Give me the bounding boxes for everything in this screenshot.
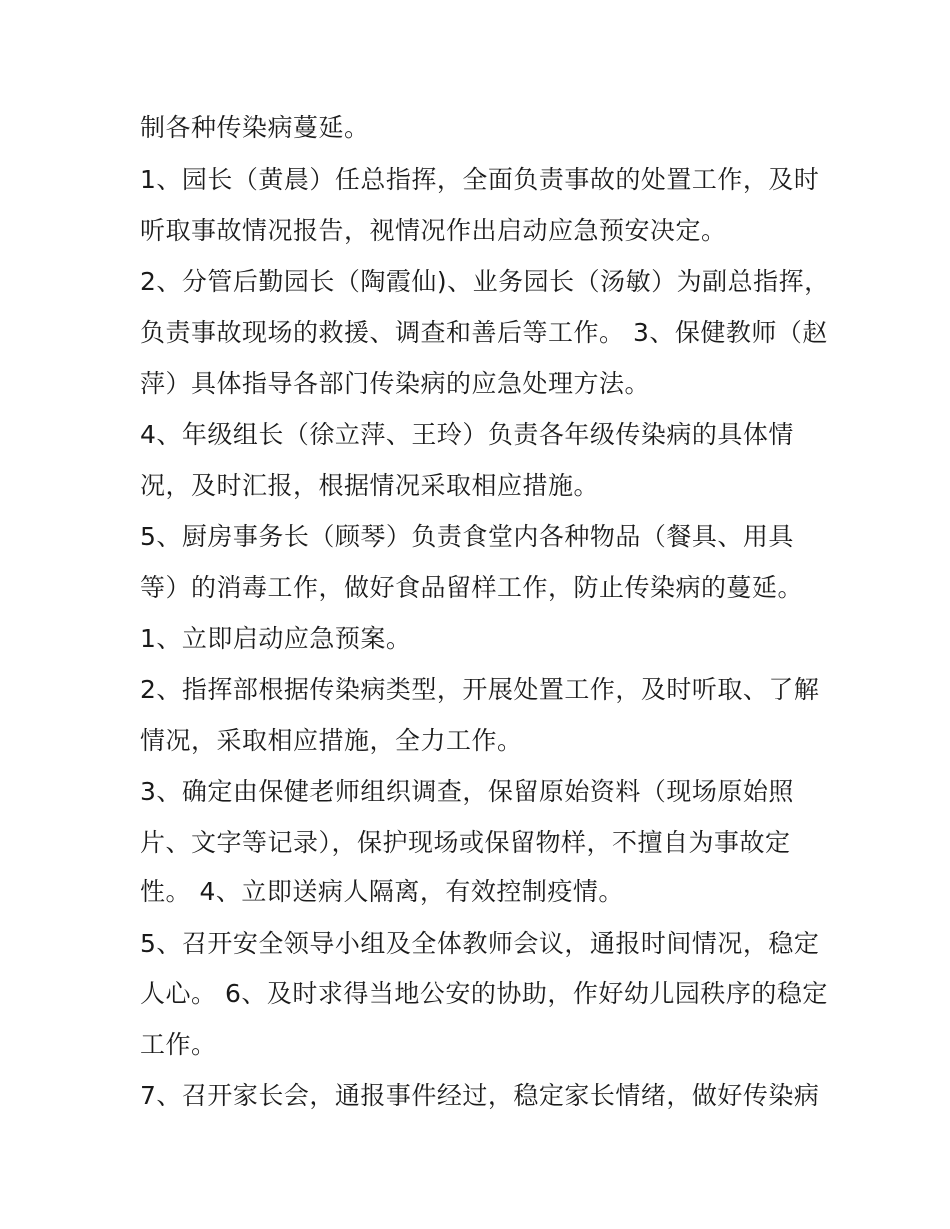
text-line: 2、指挥部根据传染病类型，开展处置工作，及时听取、了解 xyxy=(140,675,820,704)
text-line: 7、召开家长会，通报事件经过，稳定家长情绪，做好传染病 xyxy=(140,1081,820,1110)
text-line: 1、园长（黄晨）任总指挥，全面负责事故的处置工作，及时 xyxy=(140,165,820,194)
text-line: 1、立即启动应急预案。 xyxy=(140,624,412,653)
text-line: 况，及时汇报，根据情况采取相应措施。 xyxy=(140,471,600,500)
text-line: 5、厨房事务长（顾琴）负责食堂内各种物品（餐具、用具 xyxy=(140,522,794,551)
text-line: 萍）具体指导各部门传染病的应急处理方法。 xyxy=(140,369,651,398)
text-line: 2、分管后勤园长（陶霞仙)、业务园长（汤敏）为副总指挥， xyxy=(140,267,830,296)
text-line: 片、文字等记录），保护现场或保留物样，不擅自为事故定 xyxy=(140,828,791,857)
text-line: 负责事故现场的救援、调查和善后等工作。 3、保健教师（赵 xyxy=(140,318,828,347)
text-line: 4、年级组长（徐立萍、王玲）负责各年级传染病的具体情 xyxy=(140,420,794,449)
text-line: 制各种传染病蔓延。 xyxy=(140,113,370,142)
text-line: 5、召开安全领导小组及全体教师会议，通报时间情况，稳定 xyxy=(140,929,820,958)
text-line: 性。 4、立即送病人隔离，有效控制疫情。 xyxy=(140,877,624,906)
text-line: 工作。 xyxy=(140,1030,217,1059)
text-line: 3、确定由保健老师组织调查，保留原始资料（现场原始照 xyxy=(140,777,794,806)
text-line: 情况，采取相应措施，全力工作。 xyxy=(140,726,523,755)
text-line: 等）的消毒工作，做好食品留样工作，防止传染病的蔓延。 xyxy=(140,573,804,602)
text-line: 听取事故情况报告，视情况作出启动应急预安决定。 xyxy=(140,216,727,245)
text-line: 人心。 6、及时求得当地公安的协助，作好幼儿园秩序的稳定 xyxy=(140,979,828,1008)
